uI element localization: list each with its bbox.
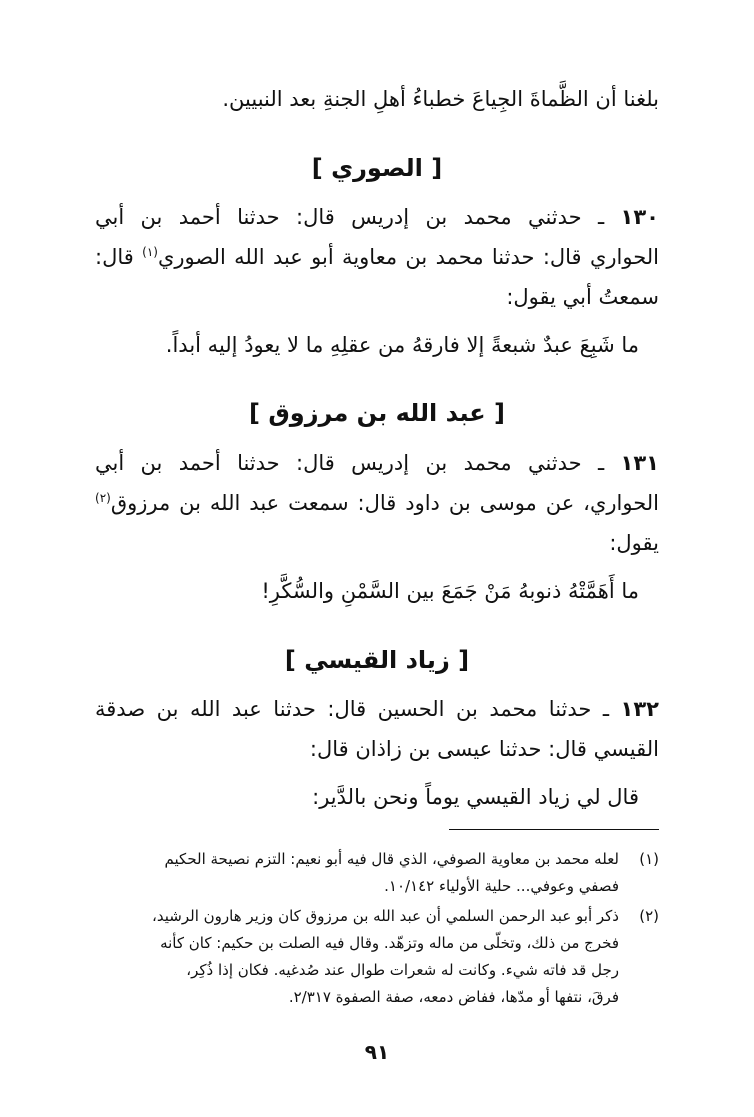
footnote-line: ذكر أبو عبد الرحمن السلمي أن عبد الله بن مرزوق كان وزير هارون الرشيد، [152,907,619,925]
paragraph-132-line-1 [95,692,659,726]
page-number: ٩١ [364,1040,390,1064]
quote-132 [95,780,639,814]
hadith-number: ١٣١ [620,451,659,475]
quote-text: قال لي زياد القيسي يوماً ونحن بالدَّير: [312,785,639,809]
footnote-line: فصفي وعوفي... حلية الأولياء ١٠/١٤٢. [384,877,619,895]
footnote-mark: (٢) [639,907,659,925]
paragraph-text: الحواري قال: حدثنا محمد بن معاوية أبو عبد الله الصوري [157,245,659,269]
paragraph-text: ـ حدثنا محمد بن الحسين قال: حدثنا عبد الله بن صدقة [95,697,610,721]
paragraph-text: يقول: [609,531,659,555]
footnote-line: فخرج من ذلك، وتخلّى من ماله وتزهّد. وقال فيه الصلت بن حكيم: كان كأنه [160,934,619,952]
quote-130 [95,328,639,362]
footnote-separator [449,829,659,830]
paragraph-text: ـ حدثني محمد بن إدريس قال: حدثنا أحمد بن أبي [95,451,605,475]
paragraph-130-line-2 [95,240,659,274]
footnote-mark: (١) [639,850,659,868]
footnote-line: لعله محمد بن معاوية الصوفي، الذي قال فيه أبو نعيم: التزم نصيحة الحكيم [164,850,619,868]
footnote-ref-2[interactable]: (٢) [95,491,111,505]
paragraph-text: الحواري، عن موسى بن داود قال: سمعت عبد الله بن مرزوق [110,491,659,515]
paragraph-text: ـ حدثني محمد بن إدريس قال: حدثنا أحمد بن أبي [95,205,605,229]
footnote-2 [95,903,659,1011]
footnote-line: فرقَ، نتفها أو مدّها، ففاض دمعه، صفة الصفوة ٢/٣١٧. [288,988,619,1006]
quote-text: ما أَهَمَّتْهُ ذنوبهُ مَنْ جَمَعَ بين السَّمْنِ والسُّكَّرِ! [261,579,639,603]
quote-131 [95,574,639,608]
section-heading-sori: [ الصوري ] [311,154,443,182]
opening-line [95,82,659,116]
paragraph-text: قال: [95,245,143,269]
quote-text: ما شَبِعَ عبدٌ شبعةً إلا فارقهُ من عقلِهِ ما لا يعودُ إليه أبداً. [165,333,639,357]
section-heading-qaysi: [ زياد القيسي ] [284,646,470,674]
paragraph-131-line-1 [95,446,659,480]
paragraph-131-line-2 [95,486,659,520]
section-heading-marzouq: [ عبد الله بن مرزوق ] [249,399,505,427]
opening-text: بلغنا أن الظَّماةَ الجِياعَ خطباءُ أهلِ الجنةِ بعد النبيين. [222,87,659,111]
footnote-1 [95,846,659,900]
paragraph-130-line-1 [95,200,659,234]
footnote-line: رجل قد فاته شيء. وكانت له شعرات طوال عند صُدغيه. فكان إذا ذُكِر، [186,961,619,979]
hadith-number: ١٣٢ [620,697,659,721]
footnote-body [95,846,619,900]
hadith-number: ١٣٠ [620,205,659,229]
paragraph-131-line-3 [95,526,659,560]
paragraph-text: سمعتُ أبي يقول: [506,285,659,309]
paragraph-132-line-2 [95,732,659,766]
footnote-body [95,903,619,1011]
paragraph-text: القيسي قال: حدثنا عيسى بن زاذان قال: [309,737,659,761]
paragraph-130-line-3 [95,280,659,314]
footnote-ref-1[interactable]: (١) [142,245,158,259]
